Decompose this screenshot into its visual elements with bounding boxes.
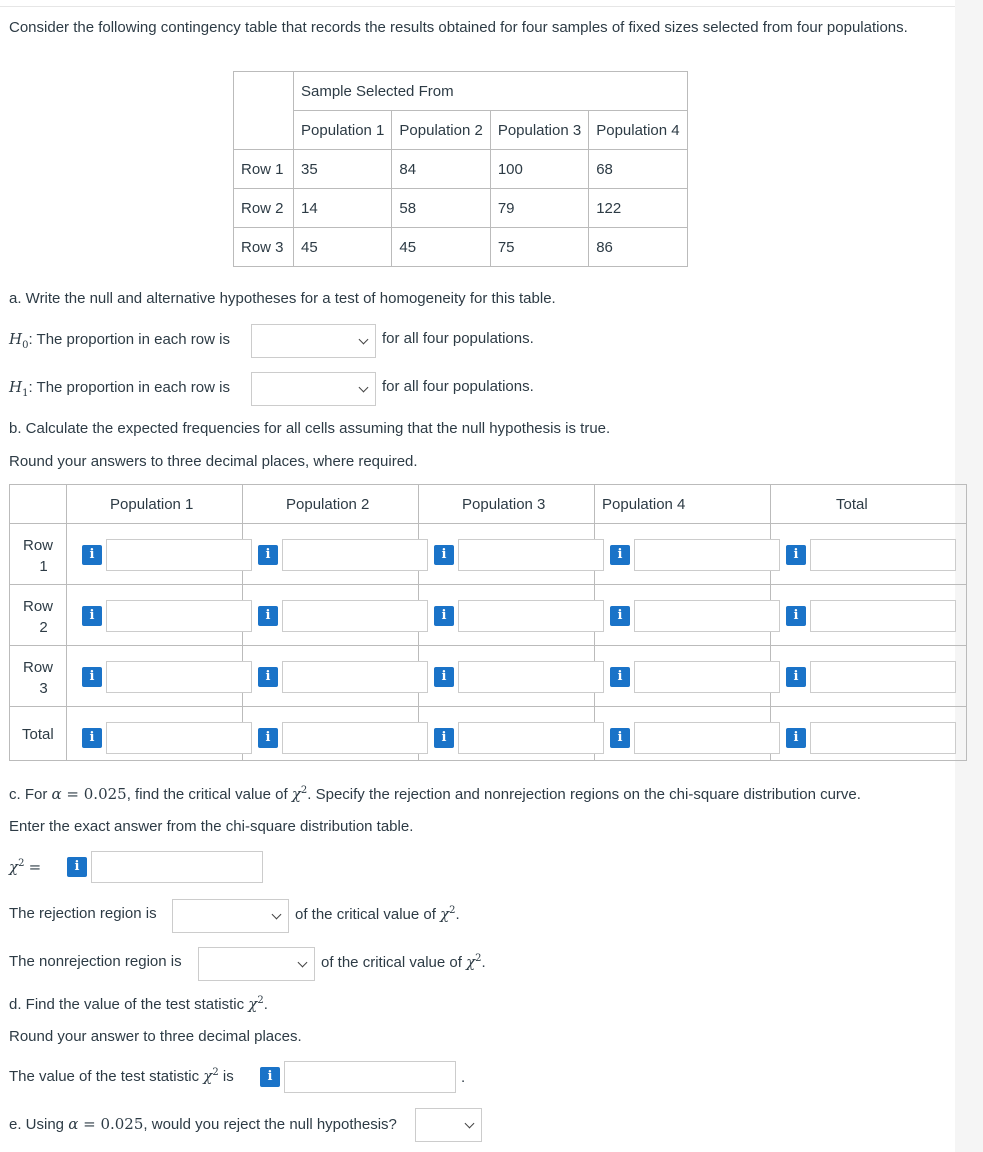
- grid-row-label: Row 2: [23, 598, 54, 636]
- info-icon[interactable]: i: [258, 728, 278, 748]
- h1-suffix: for all four populations.: [382, 378, 534, 395]
- info-icon[interactable]: i: [82, 667, 102, 687]
- expected-frequency-input[interactable]: [282, 539, 428, 571]
- expected-frequency-input[interactable]: [458, 661, 604, 693]
- rejection-suffix: of the critical value of $\chi^2$.: [295, 905, 460, 923]
- rejection-label: The rejection region is: [9, 905, 157, 922]
- cell-value: 79: [490, 189, 588, 228]
- column-header: Population 2: [392, 111, 490, 150]
- part-d-instruction: Round your answer to three decimal places.: [9, 1028, 302, 1045]
- grid-col-header: Total: [836, 496, 868, 513]
- chevron-down-icon: [465, 1119, 475, 1129]
- h1-label: $H_1$: The proportion in each row is: [9, 378, 230, 399]
- nonrejection-select[interactable]: [198, 947, 315, 981]
- part-d-title: d. Find the value of the test statistic $\chi^2$.: [9, 995, 268, 1013]
- info-icon[interactable]: i: [260, 1067, 280, 1087]
- info-icon[interactable]: i: [434, 606, 454, 626]
- expected-frequency-input[interactable]: [810, 600, 956, 632]
- test-statistic-label: The value of the test statistic $\chi^2$ is: [9, 1067, 234, 1085]
- grid-col-header: Population 2: [286, 496, 370, 513]
- grid-col-header: Population 3: [462, 496, 546, 513]
- nonrejection-suffix: of the critical value of $\chi^2$.: [321, 953, 486, 971]
- nonrejection-label: The nonrejection region is: [9, 953, 182, 970]
- cell-value: 75: [490, 228, 588, 267]
- expected-frequency-input[interactable]: [634, 539, 780, 571]
- grid-col-header: Population 4: [602, 496, 686, 513]
- info-icon[interactable]: i: [610, 606, 630, 626]
- expected-frequency-input[interactable]: [810, 722, 956, 754]
- column-header: Population 1: [294, 111, 392, 150]
- info-icon[interactable]: i: [258, 667, 278, 687]
- expected-frequency-input[interactable]: [458, 600, 604, 632]
- info-icon[interactable]: i: [610, 728, 630, 748]
- info-icon[interactable]: i: [258, 606, 278, 626]
- info-icon[interactable]: i: [610, 545, 630, 565]
- expected-frequency-input[interactable]: [282, 600, 428, 632]
- chevron-down-icon: [359, 335, 369, 345]
- expected-frequency-input[interactable]: [458, 722, 604, 754]
- info-icon[interactable]: i: [434, 667, 454, 687]
- contingency-table: [233, 71, 688, 267]
- grid-row-label: Row 1: [23, 537, 54, 575]
- intro-text: Consider the following contingency table that records the results obtained for four samples of fixed sizes selected from four populations.: [9, 19, 908, 36]
- column-header: Population 3: [490, 111, 588, 150]
- reject-decision-select[interactable]: [415, 1108, 482, 1142]
- expected-frequency-input[interactable]: [106, 722, 252, 754]
- expected-frequency-input[interactable]: [106, 539, 252, 571]
- h0-label: $H_0$: The proportion in each row is: [9, 330, 230, 351]
- cell-value: 122: [589, 189, 687, 228]
- part-e-title: e. Using α = 0.025, would you reject the null hypothesis?: [9, 1115, 397, 1133]
- expected-frequency-input[interactable]: [106, 661, 252, 693]
- info-icon[interactable]: i: [786, 545, 806, 565]
- info-icon[interactable]: i: [82, 728, 102, 748]
- cell-value: 45: [294, 228, 392, 267]
- info-icon[interactable]: i: [434, 728, 454, 748]
- info-icon[interactable]: i: [786, 667, 806, 687]
- table-row: [234, 228, 688, 267]
- table-row: [234, 189, 688, 228]
- grid-row-label: Total: [22, 726, 54, 743]
- column-header: Population 4: [589, 111, 687, 150]
- expected-frequency-input[interactable]: [634, 600, 780, 632]
- period: .: [461, 1069, 466, 1086]
- chi-critical-label: $\chi^2$ =: [9, 858, 42, 876]
- expected-frequency-input[interactable]: [634, 661, 780, 693]
- rejection-select[interactable]: [172, 899, 289, 933]
- cell-value: 84: [392, 150, 490, 189]
- critical-value-input[interactable]: [91, 851, 263, 883]
- h0-suffix: for all four populations.: [382, 330, 534, 347]
- cell-value: 14: [294, 189, 392, 228]
- info-icon[interactable]: i: [610, 667, 630, 687]
- expected-frequency-input[interactable]: [282, 661, 428, 693]
- info-icon[interactable]: i: [82, 545, 102, 565]
- chevron-down-icon: [298, 958, 308, 968]
- info-icon[interactable]: i: [434, 545, 454, 565]
- cell-value: 35: [294, 150, 392, 189]
- part-c-title: c. For α = 0.025, find the critical value of $\chi^2$. Specify the rejection and nonrejection regions on the chi-square distribution curve.: [9, 785, 861, 803]
- info-icon[interactable]: i: [67, 857, 87, 877]
- table-header-top: Sample Selected From: [294, 72, 688, 111]
- cell-value: 86: [589, 228, 687, 267]
- info-icon[interactable]: i: [82, 606, 102, 626]
- grid-row-label: Row 3: [23, 659, 54, 697]
- part-a-title: a. Write the null and alternative hypotheses for a test of homogeneity for this table.: [9, 290, 556, 307]
- test-statistic-input[interactable]: [284, 1061, 456, 1093]
- h1-select[interactable]: [251, 372, 376, 406]
- expected-frequency-input[interactable]: [634, 722, 780, 754]
- row-label: Row 3: [234, 228, 294, 267]
- part-b-instruction: Round your answers to three decimal places, where required.: [9, 453, 418, 470]
- cell-value: 100: [490, 150, 588, 189]
- h0-select[interactable]: [251, 324, 376, 358]
- info-icon[interactable]: i: [786, 606, 806, 626]
- grid-col-header: Population 1: [110, 496, 194, 513]
- row-label: Row 1: [234, 150, 294, 189]
- expected-frequency-input[interactable]: [458, 539, 604, 571]
- info-icon[interactable]: i: [786, 728, 806, 748]
- table-row: [234, 150, 688, 189]
- chevron-down-icon: [272, 910, 282, 920]
- part-b-title: b. Calculate the expected frequencies for all cells assuming that the null hypothesis is true.: [9, 420, 611, 437]
- part-c-instruction: Enter the exact answer from the chi-square distribution table.: [9, 818, 414, 835]
- info-icon[interactable]: i: [258, 545, 278, 565]
- cell-value: 45: [392, 228, 490, 267]
- chevron-down-icon: [359, 383, 369, 393]
- top-divider: [0, 6, 955, 7]
- expected-frequency-input[interactable]: [810, 661, 956, 693]
- expected-frequency-input[interactable]: [810, 539, 956, 571]
- row-label: Row 2: [234, 189, 294, 228]
- expected-frequency-input[interactable]: [282, 722, 428, 754]
- expected-frequency-input[interactable]: [106, 600, 252, 632]
- cell-value: 68: [589, 150, 687, 189]
- cell-value: 58: [392, 189, 490, 228]
